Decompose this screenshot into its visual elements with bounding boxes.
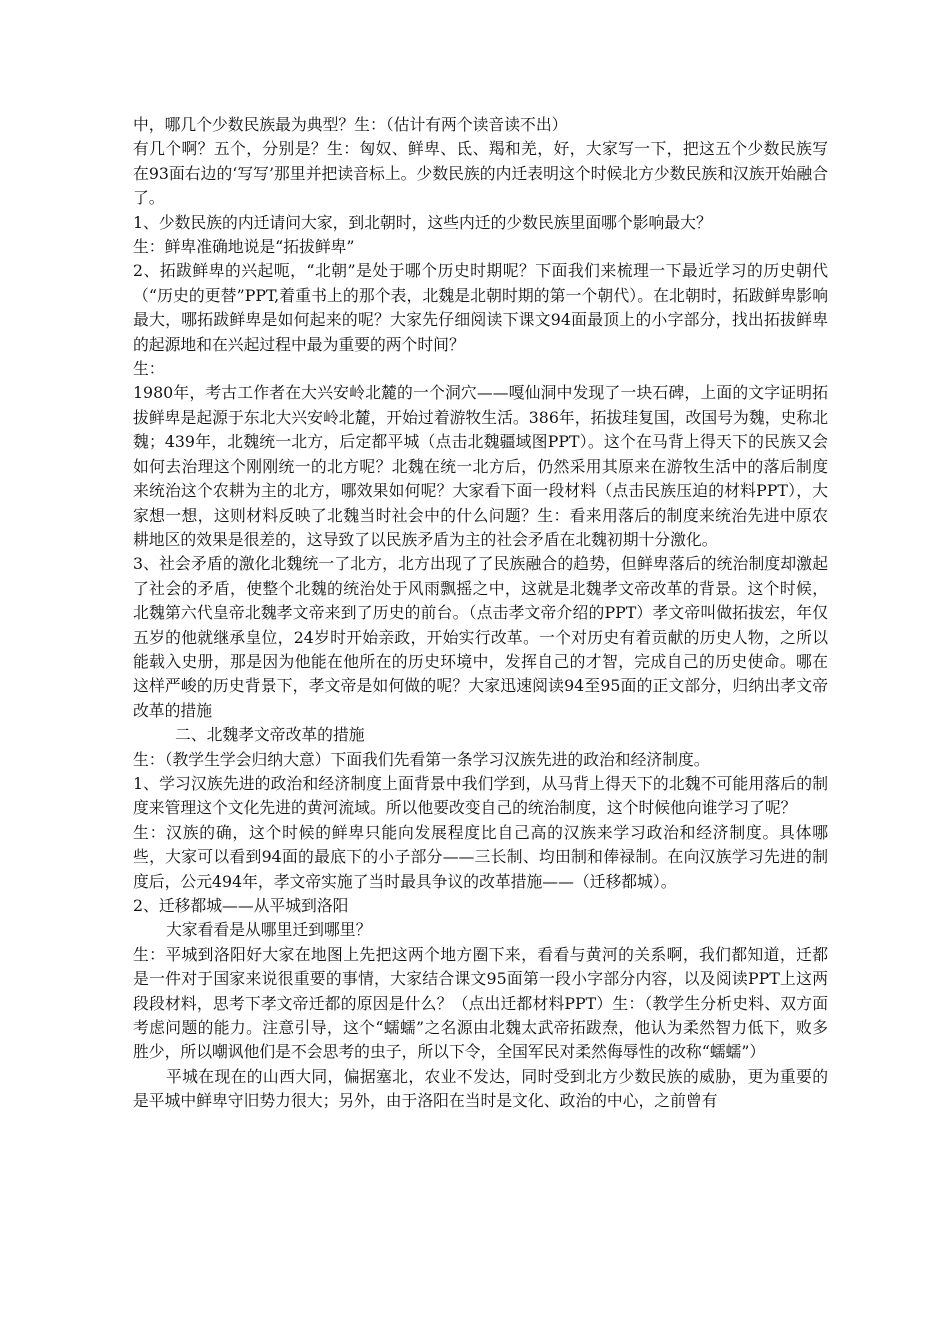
paragraph: 中，哪几个少数民族最为典型？生：（估计有两个读音读不出） (133, 115, 568, 134)
paragraph: 生：鲜卑准确地说是“拓拔鲜卑” (133, 237, 355, 257)
document-body (133, 113, 828, 1114)
paragraph: 1、学习汉族先进的政治和经济制度上面背景中我们学到，从马背上得天下的北魏不可能用落后的制度来管理这个文化先进的黄河流域。所以他要改变自己的统治制度，这个时候他向谁学习了呢？ (133, 773, 828, 818)
paragraph: 平城在现在的山西大同，偏据塞北，农业不发达，同时受到北方少数民族的威胁，更为重要的是平城中鲜卑守旧势力很大；另外，由于洛阳在当时是文化、政治的中心，之前曾有 (133, 1066, 828, 1111)
paragraph: 生： (133, 359, 165, 379)
paragraph: 2、拓跋鲜卑的兴起呃，“北朝”是处于哪个历史时期呢？下面我们来梳理一下最近学习的历史朝代（“历史的更替”PPT,着重书上的那个表，北魏是北朝时期的第一个朝代）。在北朝时，拓跋鲜卑影响最大，哪拓跋鲜卑是如何起来的呢？大家先仔细阅读下课文94面最顶上的小字部分，找出拓拔鲜卑的起源地和在兴起过程中最为重要的两个时间？ (133, 261, 828, 354)
paragraph: 有几个啊？五个，分别是？生：匈奴、鲜卑、氐、羯和羌，好，大家写一下，把这五个少数民族写在93面右边的‘写写’那里并把读音标上。少数民族的内迁表明这个时候北方少数民族和汉族开始融合了。 (133, 139, 828, 208)
paragraph: 大家看看是从哪里迁到哪里？ (166, 920, 372, 940)
paragraph: 3、社会矛盾的激化北魏统一了北方，北方出现了了民族融合的趋势，但鲜卑落后的统治制度却激起了社会的矛盾，使整个北魏的统治处于风雨飘摇之中，这就是北魏孝文帝改革的背景。这个时候，北魏第六代皇帝北魏孝文帝来到了历史的前台。（点击孝文帝介绍的PPT）孝文帝叫做拓拔宏，年仅五岁的他就继承皇位，24岁时开始亲政，开始实行改革。一个对历史有着贡献的历史人物，之所以能载入史册，那是因为他能在他所在的历史环境中，发挥自己的才智，完成自己的历史使命。哪在这样严峻的历史背景下，孝文帝是如何做的呢？大家迅速阅读94至95面的正文部分，归纳出孝文帝改革的措施 (133, 554, 828, 720)
paragraph: 2、迁移都城——从平城到洛阳 (133, 896, 349, 915)
paragraph: 生：平城到洛阳好大家在地图上先把这两个地方圈下来，看看与黄河的关系啊，我们都知道，迁都是一件对于国家来说很重要的事情，大家结合课文95面第一段小字部分内容，以及阅读PPT上这两段段材料，思考下孝文帝迁都的原因是什么？（点出迁都材料PPT）生：（教学生分析史料、双方面考虑问题的能力。注意引导，这个“蠕蠕”之名源由北魏太武帝拓跋焘，他认为柔然智力低下，败多胜少，所以嘲讽他们是不会思考的虫子，所以下令，全国军民对柔然侮辱性的改称“蠕蠕”） (133, 944, 828, 1062)
paragraph: 1、少数民族的内迁请问大家，到北朝时，这些内迁的少数民族里面哪个影响最大？ (133, 212, 712, 232)
paragraph: 生：（教学生学会归纳大意）下面我们先看第一条学习汉族先进的政治和经济制度。 (133, 749, 710, 769)
paragraph: 生：汉族的确，这个时候的鲜卑只能向发展程度比自己高的汉族来学习政治和经济制度。具体哪些，大家可以看到94面的最底下的小子部分——三长制、均田制和俸禄制。在向汉族学习先进的制度后，公元494年，孝文帝实施了当时最具争议的改革措施——（迁移都城）。 (133, 822, 828, 891)
section-heading: 二、北魏孝文帝改革的措施 (175, 725, 365, 745)
paragraph: 1980年，考古工作者在大兴安岭北麓的一个洞穴——嘎仙洞中发现了一块石碑，上面的文字证明拓拔鲜卑是起源于东北大兴安岭北麓，开始过着游牧生活。386年，拓拔珪复国，改国号为魏，史称北魏；439年，北魏统一北方，后定都平城（点击北魏疆域图PPT）。这个在马背上得天下的民族又会如何去治理这个刚刚统一的北方呢？北魏在统一北方后，仍然采用其原来在游牧生活中的落后制度来统治这个农耕为主的北方，哪效果如何呢？大家看下面一段材料（点击民族压迫的材料PPT），大家想一想，这则材料反映了北魏当时社会中的什么问题？生：看来用落后的制度来统治先进中原农耕地区的效果是很差的，这导致了以民族矛盾为主的社会矛盾在北魏初期十分激化。 (133, 383, 828, 549)
